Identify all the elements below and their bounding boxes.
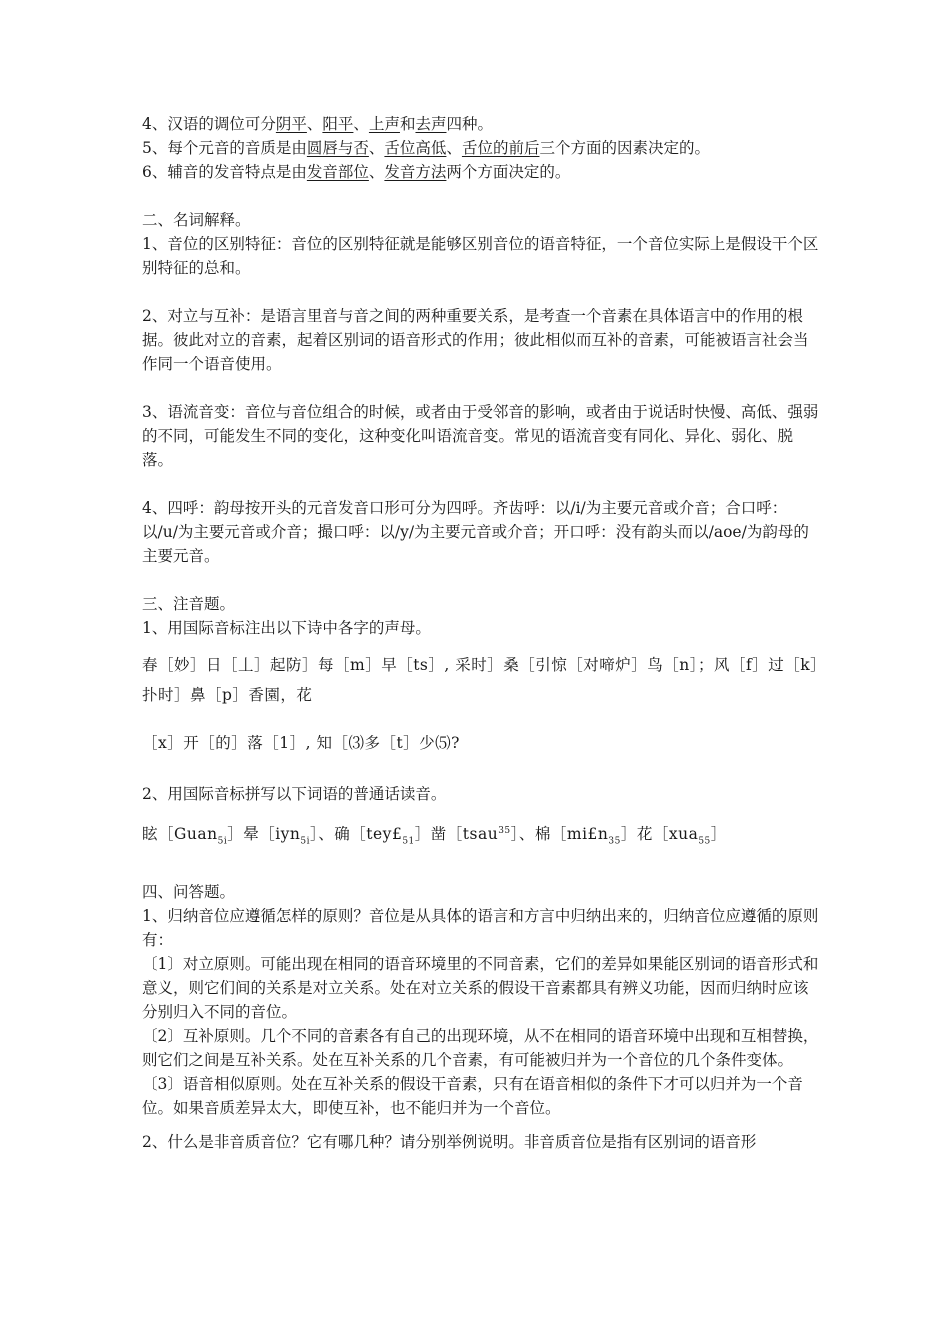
question-text: 2、什么是非音质音位？它有哪几种？请分别举例说明。非音质音位是指有区别词的语音形 [142, 1133, 757, 1152]
question-text: 1、用国际音标注出以下诗中各字的声母。 [142, 619, 431, 637]
word-transcription: 眩［Guan$_{5i}$］晕［iyn$_{5i}$］、确$[tey£_{51}]$凿［tsau$^{35}$］、棉$[mi£n_{35}]$花［xua$_{55}$］ [142, 825, 727, 847]
section-heading: 二、名词解释。 [142, 211, 251, 229]
answer-paragraph: 〔2〕互补原则。几个不同的音素各有自己的出现环境，从不在相同的语音环境中出现和互相替换，则它们之间是互补关系。处在互补关系的几个音素，有可能被归并为一个音位的几个条件变体。 [142, 1027, 819, 1070]
definition-item: 2、对立与互补：是语言里音与音之间的两种重要关系，是考查一个音素在具体语言中的作用的根据。彼此对立的音素，起着区别词的语音形式的作用；彼此相似而互补的音素，可能被语言社会当作同一个语音使用。 [142, 307, 809, 373]
answer-paragraph: 〔1〕对立原则。可能出现在相同的语音环境里的不同音素，它们的差异如果能区别词的语音形式和意义，则它们间的关系是对立关系。处在对立关系的假设干音素都具有辨义功能，因而归纳时应该分别归入不同的音位。 [142, 955, 819, 1022]
section-heading: 四、问答题。 [142, 883, 236, 902]
definition-item: 3、语流音变：音位与音位组合的时候，或者由于受邻音的影响，或者由于说话时快慢、高低、强弱的不同，可能发生不同的变化，这种变化叫语流音变。常见的语流音变有同化、异化、弱化、脱落。 [142, 403, 819, 469]
answer-paragraph: 〔3〕语音相似原则。处在互补关系的假设干音素，只有在语音相似的条件下才可以归并为一个音位。如果音质差异太大，即使互补，也不能归并为一个音位。 [142, 1075, 803, 1118]
poem-transcription: 春［妙］日［丄］起防］每［m］早［ts］, 采时］桑［引惊［对啼炉］鸟［n］；风［f］过［k］扑时］鼻［p］香園，花 [142, 656, 819, 704]
answer-yinping: 阴平 [275, 115, 307, 133]
answer-height: 舌位高低 [384, 139, 447, 157]
question-text: 2、用国际音标拼写以下词语的普通话读音。 [142, 785, 447, 803]
answer-qusheng: 去声 [415, 115, 447, 133]
poem-transcription: ［x］开［的］落［1］, 知［⑶多［t］少⑸? [142, 734, 460, 752]
fill-q6: 6、辅音的发音特点是由发音部位、发音方法两个方面决定的。 [142, 163, 571, 181]
answer-place: 发音部位 [306, 163, 369, 181]
answer-manner: 发音方法 [384, 163, 447, 181]
section-heading: 三、注音题。 [142, 595, 236, 613]
question-text: 1、归纳音位应遵循怎样的原则？音位是从具体的语言和方言中归纳出来的，归纳音位应遵循的原则有： [142, 907, 819, 950]
fill-q5: 5、每个元音的音质是由圆唇与否、舌位高低、舌位的前后三个方面的因素决定的。 [142, 139, 710, 157]
answer-rounding: 圆唇与否 [306, 139, 369, 157]
answer-yangping: 阳平 [322, 115, 354, 133]
definition-item: 4、四呼：韵母按开头的元音发音口形可分为四呼。齐齿呼：以/i/为主要元音或介音；合口呼：以/u/为主要元音或介音；撮口呼：以/y/为主要元音或介音；开口呼：没有韵头而以/aoe/为韵母的主要元音。 [142, 499, 809, 565]
answer-shangsheng: 上声 [368, 115, 400, 133]
document-page [142, 112, 822, 1154]
definition-item: 1、音位的区别特征：音位的区别特征就是能够区别音位的语音特征，一个音位实际上是假设干个区别特征的总和。 [142, 235, 819, 277]
fill-q4: 4、汉语的调位可分阴平、阳平、上声和去声四种。 [142, 115, 493, 133]
answer-backness: 舌位的前后 [461, 139, 540, 157]
